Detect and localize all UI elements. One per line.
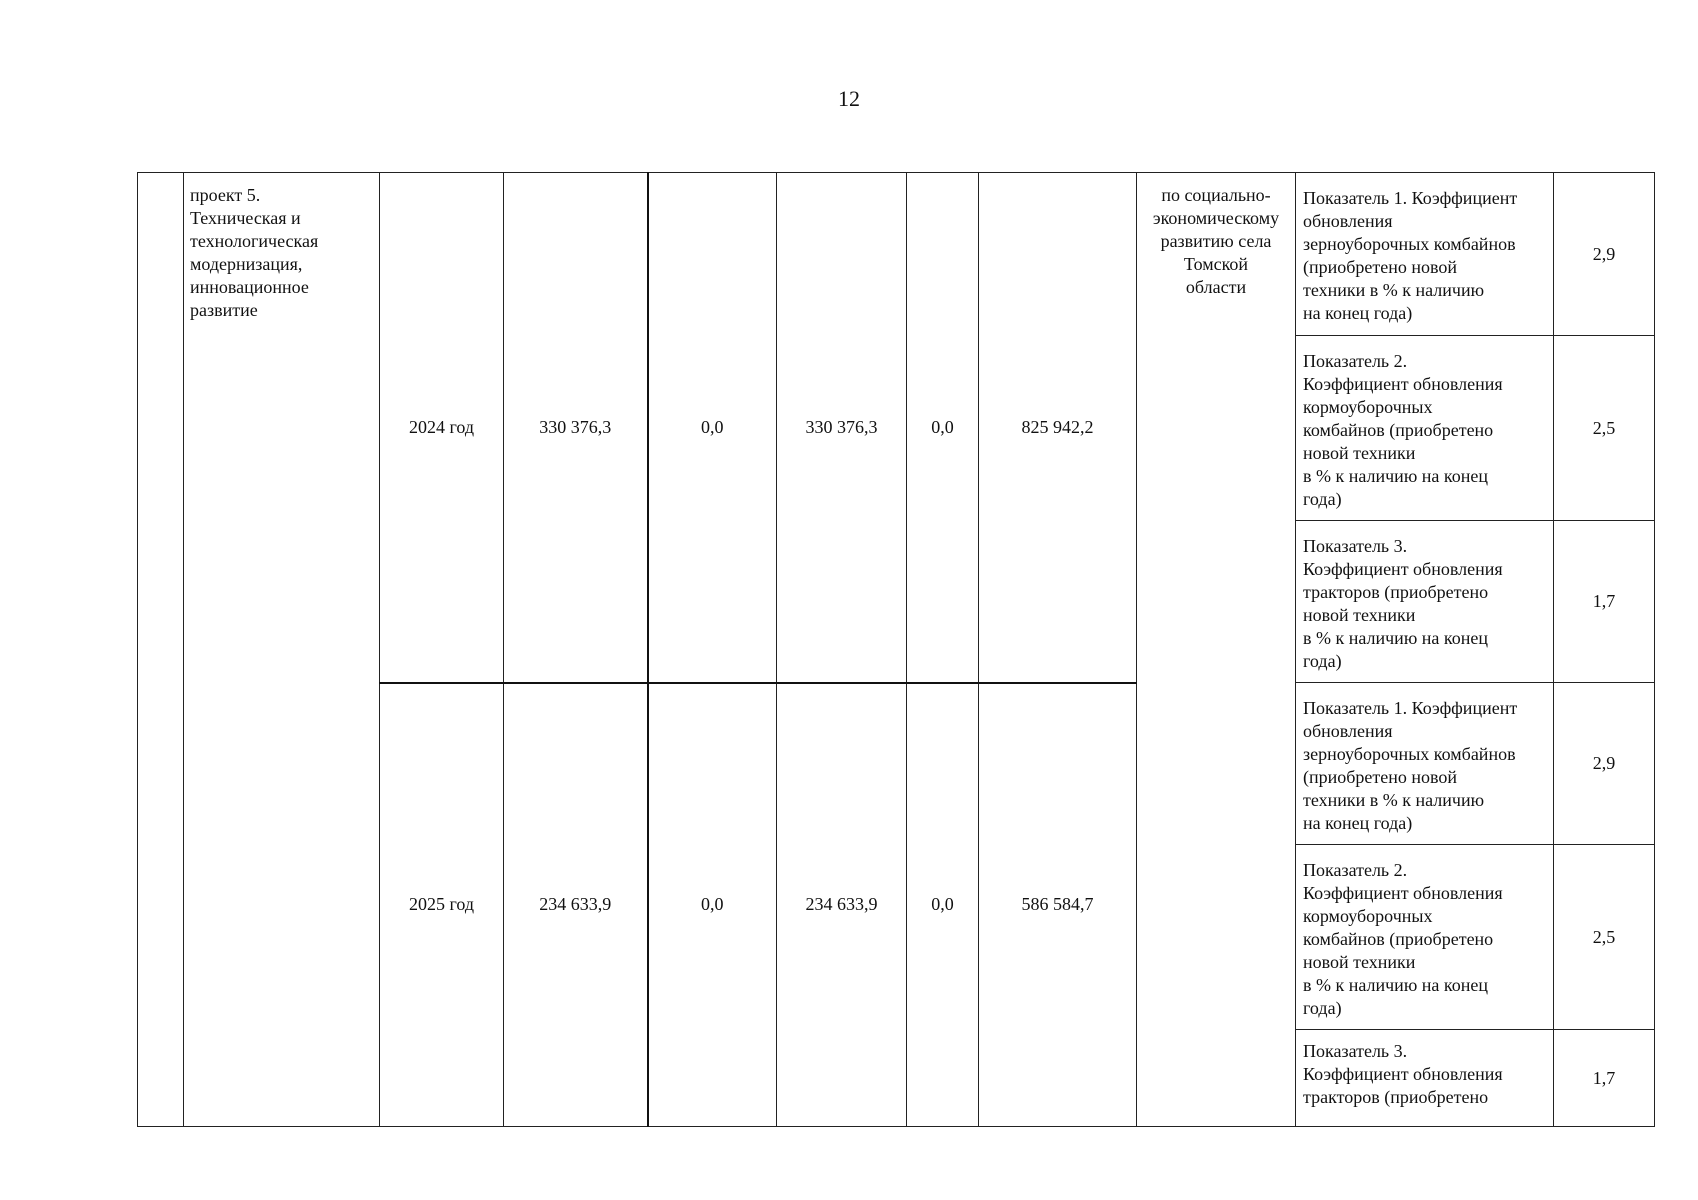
total-cell: 234 633,9 xyxy=(504,683,648,1127)
responsible-line: области xyxy=(1185,277,1247,297)
responsible-line: экономическому xyxy=(1152,208,1280,228)
total-cell: 330 376,3 xyxy=(504,173,648,683)
indicator-line: Показатель 1. Коэффициент xyxy=(1303,188,1518,208)
project-name-line: Техническая и xyxy=(190,208,301,228)
project-name-cell xyxy=(184,173,380,1127)
indicator-line: обновления xyxy=(1303,720,1393,741)
indicator-line: Коэффициент обновления xyxy=(1303,373,1503,394)
indicator-line: Показатель 1. Коэффициент xyxy=(1303,697,1518,718)
responsible-line: по социально- xyxy=(1161,185,1271,205)
indicator-line: в % к наличию на конец xyxy=(1303,974,1488,995)
indicator-line: в % к наличию на конец xyxy=(1303,465,1488,486)
indicator-line: техники в % к наличию xyxy=(1303,280,1485,300)
indicator-text-cell xyxy=(1296,336,1554,521)
project-name-line: технологическая xyxy=(190,231,319,251)
page-number: 12 xyxy=(838,86,860,111)
indicator-text-cell xyxy=(1296,521,1554,683)
year-cell: 2024 год xyxy=(380,173,504,683)
indicator-value-cell: 2,5 xyxy=(1554,336,1655,521)
indicator-value-cell: 2,5 xyxy=(1554,845,1655,1030)
indicator-line: на конец года) xyxy=(1303,303,1413,323)
regional-cell: 330 376,3 xyxy=(777,173,907,683)
year-cell: 2025 год xyxy=(380,683,504,1127)
indicator-line: обновления xyxy=(1303,211,1393,231)
indicator-text-cell xyxy=(1296,1030,1554,1127)
table-row xyxy=(138,173,1655,336)
responsible-line: Томской xyxy=(1183,254,1249,274)
indicator-line: зерноуборочных комбайнов xyxy=(1303,743,1516,764)
indicator-line: Коэффициент обновления xyxy=(1303,1064,1503,1084)
indicator-line: новой техники xyxy=(1303,951,1416,972)
indicator-value-cell: 2,9 xyxy=(1554,683,1655,845)
local-cell: 0,0 xyxy=(907,683,979,1127)
indicator-line: зерноуборочных комбайнов xyxy=(1303,234,1516,254)
responsible-cell xyxy=(1137,173,1296,1127)
project-name-line: проект 5. xyxy=(190,185,261,205)
responsible-line: развитию села xyxy=(1160,231,1272,251)
row-number-cell xyxy=(138,173,184,1127)
indicator-line: тракторов (приобретено xyxy=(1303,1087,1489,1107)
indicator-line: года) xyxy=(1303,650,1342,671)
indicator-line: Показатель 2. xyxy=(1303,859,1408,880)
indicator-text-cell xyxy=(1296,683,1554,845)
indicator-line: тракторов (приобретено xyxy=(1303,581,1489,602)
indicator-line: кормоуборочных xyxy=(1303,905,1433,926)
project-name-line: модернизация, xyxy=(190,254,303,274)
indicator-line: в % к наличию на конец xyxy=(1303,627,1488,648)
indicator-line: Коэффициент обновления xyxy=(1303,882,1503,903)
indicator-line: техники в % к наличию xyxy=(1303,789,1485,810)
indicator-line: Коэффициент обновления xyxy=(1303,558,1503,579)
indicator-line: комбайнов (приобретено xyxy=(1303,928,1494,949)
indicator-line: комбайнов (приобретено xyxy=(1303,419,1494,440)
project-name-line: развитие xyxy=(190,300,258,320)
federal-cell: 0,0 xyxy=(648,173,777,683)
indicator-line: новой техники xyxy=(1303,442,1416,463)
indicator-line: (приобретено новой xyxy=(1303,766,1458,787)
indicator-line: года) xyxy=(1303,997,1342,1018)
project-name-line: инновационное xyxy=(190,277,309,297)
indicator-line: Показатель 3. xyxy=(1303,1041,1408,1061)
indicator-line: (приобретено новой xyxy=(1303,257,1458,277)
program-table xyxy=(137,172,1655,1127)
local-cell: 0,0 xyxy=(907,173,979,683)
indicator-text-cell xyxy=(1296,173,1554,336)
indicator-text-cell xyxy=(1296,845,1554,1030)
indicator-value-cell: 2,9 xyxy=(1554,173,1655,336)
indicator-line: Показатель 3. xyxy=(1303,535,1408,556)
indicator-line: Показатель 2. xyxy=(1303,350,1408,371)
indicator-line: года) xyxy=(1303,488,1342,509)
indicator-line: новой техники xyxy=(1303,604,1416,625)
regional-cell: 234 633,9 xyxy=(777,683,907,1127)
federal-cell: 0,0 xyxy=(648,683,777,1127)
indicator-value-cell: 1,7 xyxy=(1554,1030,1655,1127)
indicator-line: кормоуборочных xyxy=(1303,396,1433,417)
indicator-line: на конец года) xyxy=(1303,812,1413,833)
indicator-value-cell: 1,7 xyxy=(1554,521,1655,683)
extrabudget-cell: 586 584,7 xyxy=(979,683,1137,1127)
extrabudget-cell: 825 942,2 xyxy=(979,173,1137,683)
